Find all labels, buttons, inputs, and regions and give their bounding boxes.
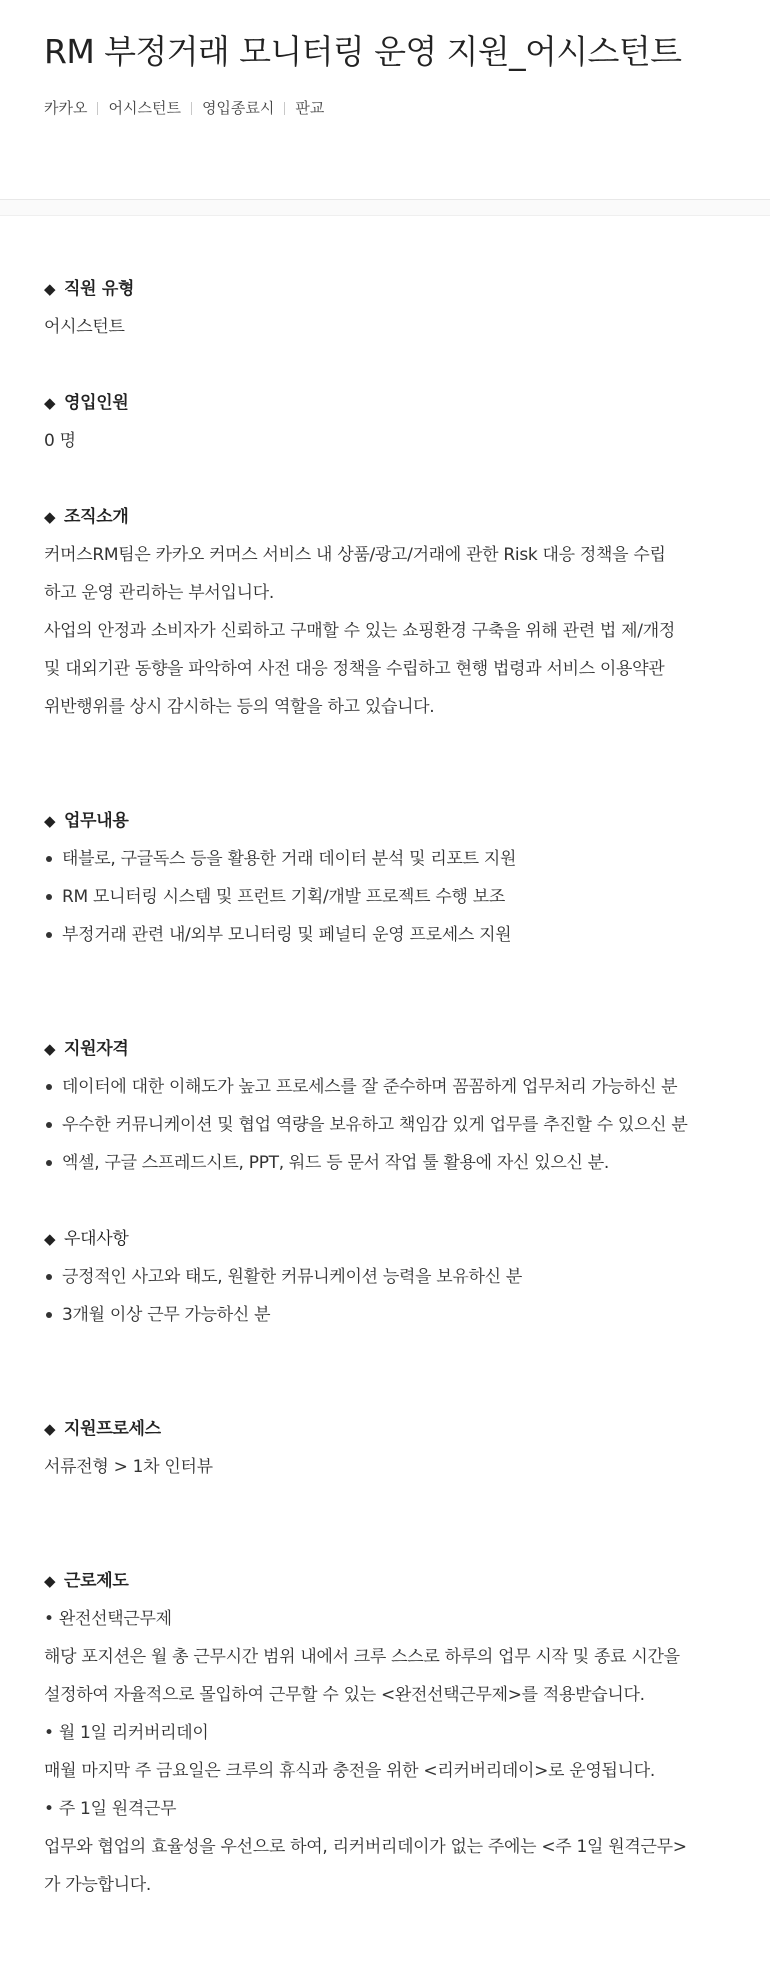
section-process [44,1410,726,1486]
list-item [44,1068,726,1106]
meta-company[interactable]: 카카오 [44,99,88,117]
section-heading-label: 근로제도 [64,1571,129,1591]
diamond-icon: ◆ [44,394,56,412]
org-intro-line: 하고 운영 관리하는 부서입니다. [44,583,275,603]
bullet-dot-icon [46,894,52,900]
meta-divider [284,102,285,115]
list-item-text: 우수한 커뮤니케이션 및 협업 역량을 보유하고 책임감 있게 업무를 추진할 수 있으신 분 [62,1115,688,1135]
diamond-icon: ◆ [44,508,56,526]
section-heading-label: 직원 유형 [64,279,135,299]
process-steps: 서류전형 > 1차 인터뷰 [44,1457,213,1477]
org-intro-line: 위반행위를 상시 감시하는 등의 역할을 하고 있습니다. [44,697,435,717]
work-system-line: 설정하여 자율적으로 몰입하여 근무할 수 있는 <완전선택근무제>를 적용받습니다. [44,1685,645,1705]
list-item-text: 긍정적인 사고와 태도, 원활한 커뮤니케이션 능력을 보유하신 분 [62,1267,523,1287]
job-meta [44,98,726,118]
section-heading [44,1562,726,1600]
work-system-line: • 완전선택근무제 [44,1609,172,1629]
work-system-line: • 주 1일 원격근무 [44,1799,177,1819]
section-heading [44,1030,726,1068]
bullet-dot-icon [46,932,52,938]
list-item-text: 3개월 이상 근무 가능하신 분 [62,1305,271,1325]
bullet-dot-icon [46,1160,52,1166]
job-description [0,216,770,1904]
page-title: RM 부정거래 모니터링 운영 지원_어시스턴트 [44,32,682,71]
list-item-text: 태블로, 구글독스 등을 활용한 거래 데이터 분석 및 리포트 지원 [62,849,517,869]
section-heading-label: 영입인원 [64,393,129,413]
work-system-line: 업무와 협업의 효율성을 우선으로 하여, 리커버리데이가 없는 주에는 <주 1일 원격근무> [44,1837,687,1857]
org-intro-line: 사업의 안정과 소비자가 신뢰하고 구매할 수 있는 쇼핑환경 구축을 위해 관련 법 제/개정 [44,621,675,641]
section-heading [44,1220,726,1258]
section-heading-label: 조직소개 [64,507,129,527]
section-employment-type [44,270,726,346]
section-heading-label: 지원프로세스 [64,1419,161,1439]
list-item [44,916,726,954]
diamond-icon: ◆ [44,1230,56,1248]
list-item [44,1106,726,1144]
section-heading-label: 지원자격 [64,1039,129,1059]
section-headcount [44,384,726,460]
list-item-text: 데이터에 대한 이해도가 높고 프로세스를 잘 준수하며 꼼꼼하게 업무처리 가능하신 분 [62,1077,678,1097]
meta-divider [191,102,192,115]
meta-divider [97,102,98,115]
bullet-dot-icon [46,1084,52,1090]
section-heading [44,802,726,840]
meta-employment-type[interactable]: 어시스턴트 [108,99,181,117]
diamond-icon: ◆ [44,1040,56,1058]
org-intro-line: 커머스RM팀은 카카오 커머스 서비스 내 상품/광고/거래에 관한 Risk 대응 정책을 수립 [44,545,666,565]
preferred-list [44,1258,726,1334]
bullet-dot-icon [46,1312,52,1318]
diamond-icon: ◆ [44,1572,56,1590]
diamond-icon: ◆ [44,1420,56,1438]
bullet-dot-icon [46,1274,52,1280]
work-system-line: 매월 마지막 주 금요일은 크루의 휴식과 충전을 위한 <리커버리데이>로 운영됩니다. [44,1761,655,1781]
section-duties [44,802,726,954]
section-preferred [44,1220,726,1334]
qualifications-list [44,1068,726,1182]
list-item-text: 부정거래 관련 내/외부 모니터링 및 페널티 운영 프로세스 지원 [62,925,512,945]
section-heading [44,498,726,536]
section-heading-label: 업무내용 [64,811,129,831]
bullet-dot-icon [46,856,52,862]
list-item-text: RM 모니터링 시스템 및 프런트 기획/개발 프로젝트 수행 보조 [62,887,505,907]
section-heading [44,384,726,422]
diamond-icon: ◆ [44,812,56,830]
section-heading-label: 우대사항 [64,1229,129,1249]
section-work-system [44,1562,726,1904]
job-header [0,0,770,200]
bullet-dot-icon [46,1122,52,1128]
meta-deadline: 영입종료시 [201,99,275,117]
duties-list [44,840,726,954]
list-item [44,1296,726,1334]
list-item [44,878,726,916]
work-system-line: 해당 포지션은 월 총 근무시간 범위 내에서 크루 스스로 하루의 업무 시작 및 종료 시간을 [44,1647,680,1667]
list-item [44,1258,726,1296]
headcount-value: 0 명 [44,431,76,451]
meta-location[interactable]: 판교 [295,99,325,117]
list-item-text: 엑셀, 구글 스프레드시트, PPT, 워드 등 문서 작업 툴 활용에 자신 있으신 분. [62,1153,609,1173]
section-heading [44,1410,726,1448]
section-org-intro [44,498,726,726]
header-divider [0,200,770,216]
section-qualifications [44,1030,726,1182]
work-system-line: • 월 1일 리커버리데이 [44,1723,209,1743]
diamond-icon: ◆ [44,280,56,298]
org-intro-line: 및 대외기관 동향을 파악하여 사전 대응 정책을 수립하고 현행 법령과 서비스 이용약관 [44,659,665,679]
list-item [44,840,726,878]
section-heading [44,270,726,308]
list-item [44,1144,726,1182]
employment-type-value: 어시스턴트 [44,317,125,337]
work-system-line: 가 가능합니다. [44,1875,151,1895]
